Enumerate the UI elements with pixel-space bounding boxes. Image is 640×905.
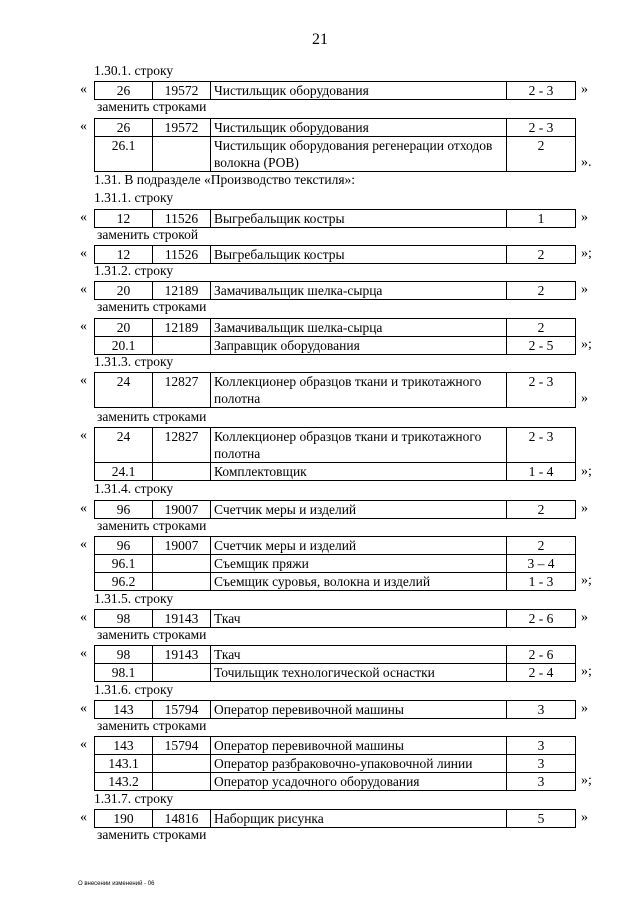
table-row (95, 572, 576, 590)
table-row (95, 118, 576, 136)
opening-quote: « (80, 609, 87, 625)
profession-table (94, 318, 576, 355)
table-row (95, 609, 576, 627)
row-number-cell: 26 (95, 118, 153, 136)
closing-quote: » (581, 500, 588, 516)
amendment-table-block (0, 735, 640, 790)
profession-table (94, 809, 576, 828)
line-text: 1.31. В подразделе «Производство текстиля»: (94, 172, 356, 188)
opening-quote: « (80, 282, 87, 298)
closing-quote: » (581, 700, 588, 716)
table-row (95, 373, 576, 408)
closing-quote: » (581, 82, 588, 98)
line-text: заменить строками (97, 626, 207, 642)
profession-table (94, 427, 576, 481)
profession-code-cell: 19572 (153, 118, 211, 136)
profession-name-cell: Выгребальщик костры (211, 245, 507, 263)
profession-name-cell: Ткач (211, 646, 507, 664)
profession-table (94, 645, 576, 682)
row-number-cell: 24 (95, 427, 153, 462)
grade-range-cell: 1 (507, 209, 576, 227)
row-number-cell: 190 (95, 809, 153, 827)
closing-quote: » (581, 809, 588, 825)
grade-range-cell: 1 - 3 (507, 572, 576, 590)
amendment-table-block (0, 208, 640, 226)
line-text: 1.31.6. строку (94, 681, 174, 697)
line-text: 1.31.5. строку (94, 590, 174, 606)
grade-range-cell: 2 (507, 500, 576, 518)
grade-range-cell: 2 (507, 136, 576, 171)
profession-code-cell (153, 554, 211, 572)
amendment-table-block (0, 808, 640, 826)
row-number-cell: 98 (95, 646, 153, 664)
instruction-text (0, 626, 640, 644)
grade-range-cell: 2 - 3 (507, 373, 576, 408)
profession-code-cell (153, 572, 211, 590)
amendment-table-block (0, 244, 640, 262)
page-number: 21 (312, 31, 328, 48)
instruction-text (0, 517, 640, 535)
profession-name-cell: Оператор перевивочной машины (211, 700, 507, 718)
profession-code-cell (153, 664, 211, 682)
closing-quote: » (581, 391, 588, 407)
table-row (95, 82, 576, 100)
row-number-cell: 143.2 (95, 773, 153, 791)
grade-range-cell: 5 (507, 809, 576, 827)
closing-quote: ». (581, 154, 592, 170)
profession-code-cell: 19007 (153, 500, 211, 518)
profession-table (94, 209, 576, 228)
row-number-cell: 20 (95, 318, 153, 336)
opening-quote: « (80, 700, 87, 716)
table-row (95, 136, 576, 171)
closing-quote: » (581, 609, 588, 625)
profession-name-cell: Чистильщик оборудования регенерации отходов волокна (РОВ) (211, 136, 507, 171)
profession-name-cell: Ткач (211, 609, 507, 627)
grade-range-cell: 2 - 3 (507, 118, 576, 136)
opening-quote: « (80, 427, 87, 443)
profession-code-cell: 11526 (153, 209, 211, 227)
amendment-table-block (0, 608, 640, 626)
grade-range-cell: 3 (507, 773, 576, 791)
line-text: заменить строками (97, 408, 207, 424)
line-text: 1.31.1. строку (94, 190, 174, 206)
line-text: заменить строками (97, 827, 207, 843)
table-row (95, 336, 576, 354)
row-number-cell: 96 (95, 500, 153, 518)
line-text: заменить строкой (97, 226, 199, 242)
opening-quote: « (80, 500, 87, 516)
instruction-text (0, 226, 640, 244)
profession-code-cell (153, 773, 211, 791)
profession-code-cell: 15794 (153, 737, 211, 755)
profession-table (94, 736, 576, 791)
line-text: 1.31.2. строку (94, 263, 174, 279)
document-content (0, 62, 640, 844)
profession-code-cell: 12827 (153, 427, 211, 462)
line-text: 1.31.4. строку (94, 481, 174, 497)
grade-range-cell: 2 - 6 (507, 646, 576, 664)
section-heading (0, 262, 640, 280)
table-row (95, 209, 576, 227)
profession-name-cell: Съемщик суровья, волокна и изделий (211, 572, 507, 590)
profession-name-cell: Выгребальщик костры (211, 209, 507, 227)
table-row (95, 462, 576, 480)
profession-name-cell: Заправщик оборудования (211, 336, 507, 354)
amendment-table-block (0, 80, 640, 98)
grade-range-cell: 2 - 3 (507, 82, 576, 100)
profession-table (94, 536, 576, 591)
row-number-cell: 98.1 (95, 664, 153, 682)
profession-code-cell: 12189 (153, 318, 211, 336)
table-row (95, 427, 576, 462)
profession-table (94, 245, 576, 264)
table-row (95, 318, 576, 336)
profession-code-cell (153, 462, 211, 480)
table-row (95, 664, 576, 682)
grade-range-cell: 2 (507, 536, 576, 554)
row-number-cell: 143 (95, 700, 153, 718)
amendment-table-block (0, 371, 640, 407)
profession-name-cell: Точильщик технологической оснастки (211, 664, 507, 682)
profession-code-cell: 19572 (153, 82, 211, 100)
row-number-cell: 143.1 (95, 755, 153, 773)
instruction-text (0, 717, 640, 735)
profession-code-cell: 11526 (153, 245, 211, 263)
row-number-cell: 96.2 (95, 572, 153, 590)
grade-range-cell: 3 (507, 700, 576, 718)
opening-quote: « (80, 809, 87, 825)
closing-quote: »; (581, 245, 592, 261)
grade-range-cell: 2 - 6 (507, 609, 576, 627)
profession-name-cell: Наборщик рисунка (211, 809, 507, 827)
row-number-cell: 20 (95, 282, 153, 300)
row-number-cell: 98 (95, 609, 153, 627)
row-number-cell: 24 (95, 373, 153, 408)
footer-note: О внесении изменений - 06 (78, 881, 155, 887)
table-row (95, 737, 576, 755)
section-heading (0, 681, 640, 699)
section-heading (0, 353, 640, 371)
profession-table (94, 118, 576, 172)
profession-name-cell: Замачивальщик шелка-сырца (211, 318, 507, 336)
profession-code-cell: 15794 (153, 700, 211, 718)
grade-range-cell: 2 (507, 282, 576, 300)
table-row (95, 755, 576, 773)
section-heading (0, 189, 640, 207)
opening-quote: « (80, 737, 87, 753)
section-heading (0, 590, 640, 608)
grade-range-cell: 1 - 4 (507, 462, 576, 480)
profession-code-cell: 12189 (153, 282, 211, 300)
amendment-table-block (0, 644, 640, 680)
profession-name-cell: Замачивальщик шелка-сырца (211, 282, 507, 300)
profession-name-cell: Счетчик меры и изделий (211, 536, 507, 554)
profession-code-cell (153, 336, 211, 354)
opening-quote: « (80, 118, 87, 134)
table-row (95, 554, 576, 572)
closing-quote: »; (581, 664, 592, 680)
grade-range-cell: 2 (507, 245, 576, 263)
closing-quote: »; (581, 773, 592, 789)
table-row (95, 536, 576, 554)
instruction-text (0, 826, 640, 844)
table-row (95, 282, 576, 300)
row-number-cell: 26 (95, 82, 153, 100)
grade-range-cell: 3 – 4 (507, 554, 576, 572)
profession-name-cell: Оператор усадочного оборудования (211, 773, 507, 791)
profession-name-cell: Коллекционер образцов ткани и трикотажного полотна (211, 427, 507, 462)
table-row (95, 773, 576, 791)
closing-quote: »; (581, 464, 592, 480)
profession-name-cell: Чистильщик оборудования (211, 118, 507, 136)
amendment-table-block (0, 317, 640, 353)
table-row (95, 700, 576, 718)
row-number-cell: 20.1 (95, 336, 153, 354)
profession-code-cell (153, 755, 211, 773)
section-heading (0, 171, 640, 189)
profession-table (94, 372, 576, 408)
opening-quote: « (80, 536, 87, 552)
closing-quote: »; (581, 336, 592, 352)
profession-code-cell: 19143 (153, 646, 211, 664)
line-text: заменить строками (97, 99, 207, 115)
opening-quote: « (80, 318, 87, 334)
profession-name-cell: Оператор перевивочной машины (211, 737, 507, 755)
opening-quote: « (80, 209, 87, 225)
profession-table (94, 81, 576, 100)
row-number-cell: 96 (95, 536, 153, 554)
line-text: 1.31.7. строку (94, 790, 174, 806)
line-text: 1.31.3. строку (94, 354, 174, 370)
profession-table (94, 700, 576, 719)
profession-name-cell: Счетчик меры и изделий (211, 500, 507, 518)
row-number-cell: 12 (95, 245, 153, 263)
grade-range-cell: 2 (507, 318, 576, 336)
profession-name-cell: Оператор разбраковочно-упаковочной линии (211, 755, 507, 773)
line-text: заменить строками (97, 717, 207, 733)
profession-code-cell (153, 136, 211, 171)
line-text: заменить строками (97, 299, 207, 315)
amendment-table-block (0, 499, 640, 517)
opening-quote: « (80, 373, 87, 389)
table-row (95, 809, 576, 827)
grade-range-cell: 2 - 3 (507, 427, 576, 462)
table-row (95, 245, 576, 263)
amendment-table-block (0, 535, 640, 590)
closing-quote: » (581, 282, 588, 298)
profession-name-cell: Чистильщик оборудования (211, 82, 507, 100)
section-heading (0, 790, 640, 808)
profession-table (94, 609, 576, 628)
instruction-text (0, 298, 640, 316)
opening-quote: « (80, 82, 87, 98)
line-text: заменить строками (97, 517, 207, 533)
row-number-cell: 26.1 (95, 136, 153, 171)
amendment-table-block (0, 280, 640, 298)
grade-range-cell: 3 (507, 755, 576, 773)
row-number-cell: 24.1 (95, 462, 153, 480)
profession-code-cell: 19007 (153, 536, 211, 554)
grade-range-cell: 2 - 5 (507, 336, 576, 354)
opening-quote: « (80, 245, 87, 261)
amendment-table-block (0, 699, 640, 717)
profession-name-cell: Коллекционер образцов ткани и трикотажного полотна (211, 373, 507, 408)
profession-code-cell: 12827 (153, 373, 211, 408)
section-heading (0, 480, 640, 498)
profession-code-cell: 19143 (153, 609, 211, 627)
row-number-cell: 96.1 (95, 554, 153, 572)
closing-quote: »; (581, 573, 592, 589)
amendment-table-block (0, 117, 640, 172)
profession-table (94, 500, 576, 519)
closing-quote: » (581, 209, 588, 225)
amendment-table-block (0, 426, 640, 481)
opening-quote: « (80, 646, 87, 662)
profession-name-cell: Комплектовщик (211, 462, 507, 480)
table-row (95, 500, 576, 518)
row-number-cell: 143 (95, 737, 153, 755)
table-row (95, 646, 576, 664)
row-number-cell: 12 (95, 209, 153, 227)
grade-range-cell: 3 (507, 737, 576, 755)
grade-range-cell: 2 - 4 (507, 664, 576, 682)
instruction-text (0, 408, 640, 426)
section-heading (0, 62, 640, 80)
profession-code-cell: 14816 (153, 809, 211, 827)
instruction-text (0, 98, 640, 116)
profession-name-cell: Съемщик пряжи (211, 554, 507, 572)
line-text: 1.30.1. строку (94, 63, 174, 78)
profession-table (94, 281, 576, 300)
